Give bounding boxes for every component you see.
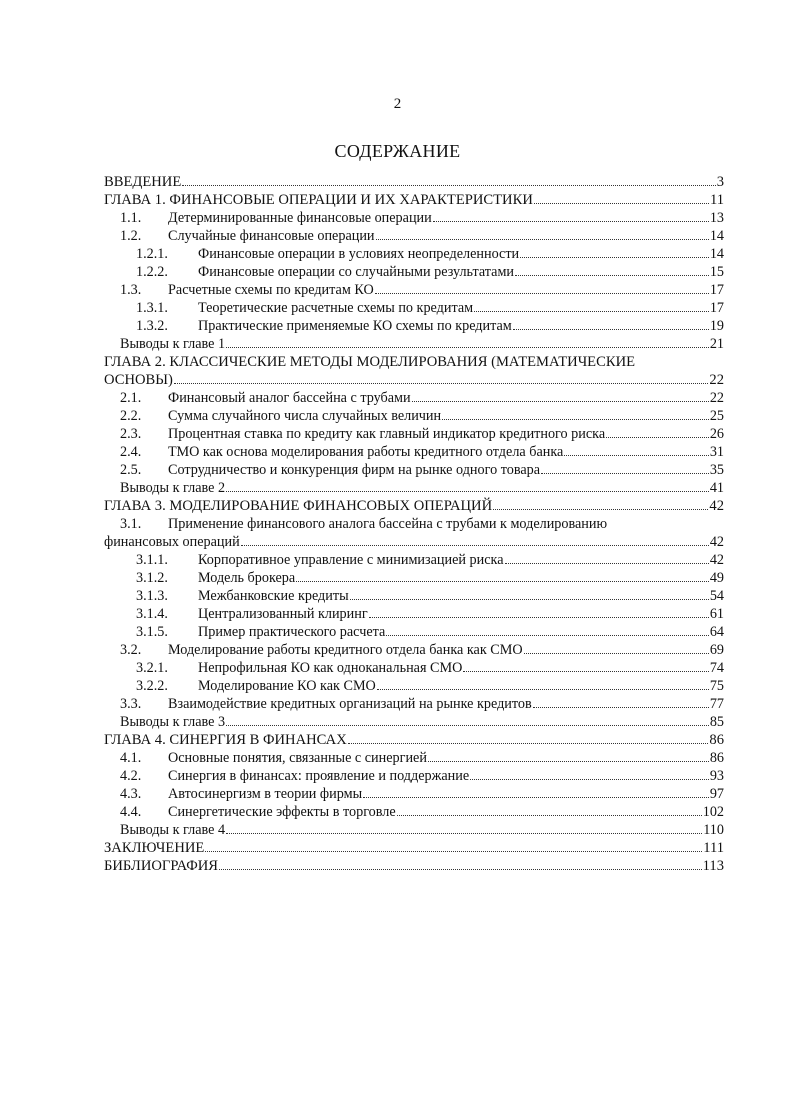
toc-entry-title: Синергия в финансах: проявление и поддержание — [168, 768, 470, 784]
toc-entry-title: БИБЛИОГРАФИЯ — [104, 858, 219, 874]
toc-dot-leader — [182, 173, 715, 186]
toc-entry[interactable] — [104, 245, 724, 263]
toc-dot-leader — [174, 371, 709, 384]
toc-entry-number: 3.1.3. — [136, 588, 168, 604]
toc-entry-title: Выводы к главе 1 — [120, 336, 226, 352]
toc-entry-number: 1.3. — [120, 282, 142, 298]
toc-entry[interactable] — [104, 389, 724, 407]
toc-entry[interactable] — [104, 659, 724, 677]
toc-entry-title: Сумма случайного числа случайных величин — [168, 408, 442, 424]
toc-entry[interactable] — [104, 515, 724, 533]
toc-entry-title: Основные понятия, связанные с синергией — [168, 750, 427, 766]
toc-dot-leader — [541, 461, 709, 474]
toc-entry-title: Выводы к главе 3 — [120, 714, 226, 730]
toc-entry-page: 42 — [709, 534, 724, 550]
toc-entry[interactable] — [104, 713, 724, 731]
toc-entry[interactable] — [104, 479, 724, 497]
toc-entry-page: 35 — [709, 462, 724, 478]
toc-entry-title: Выводы к главе 2 — [120, 480, 226, 496]
toc-entry-title: Детерминированные финансовые операции — [168, 210, 432, 226]
toc-dot-leader — [533, 695, 709, 708]
toc-entry[interactable] — [104, 299, 724, 317]
toc-entry[interactable] — [104, 641, 724, 659]
toc-dot-leader — [505, 551, 709, 564]
toc-entry-title: Взаимодействие кредитных организаций на рынке кредитов — [168, 696, 532, 712]
toc-dot-leader — [474, 299, 709, 312]
toc-dot-leader — [241, 533, 709, 546]
toc-dot-leader — [397, 803, 702, 816]
toc-dot-leader — [226, 713, 709, 726]
toc-entry-page: 13 — [709, 210, 724, 226]
toc-entry-number: 2.2. — [120, 408, 142, 424]
toc-dot-leader — [348, 731, 709, 744]
toc-entry-title: ГЛАВА 2. КЛАССИЧЕСКИЕ МЕТОДЫ МОДЕЛИРОВАНИЯ (МАТЕМАТИЧЕСКИЕ — [104, 354, 636, 370]
toc-dot-leader — [369, 605, 709, 618]
toc-entry-page: 97 — [709, 786, 724, 802]
toc-entry-page: 14 — [709, 246, 724, 262]
toc-entry-number: 3.1.1. — [136, 552, 168, 568]
toc-entry[interactable] — [104, 209, 724, 227]
toc-entry-number: 3.2. — [120, 642, 142, 658]
toc-title: СОДЕРЖАНИЕ — [334, 141, 461, 161]
toc-entry[interactable] — [104, 407, 724, 425]
toc-entry-number: 3.3. — [120, 696, 142, 712]
toc-dot-leader — [226, 335, 709, 348]
toc-entry-page: 41 — [709, 480, 724, 496]
toc-entry-title: Расчетные схемы по кредитам КО — [168, 282, 374, 298]
toc-entry-page: 42 — [709, 552, 724, 568]
toc-entry-page: 111 — [703, 840, 724, 856]
toc-dot-leader — [219, 857, 702, 870]
toc-entry-title: ВВЕДЕНИЕ — [104, 174, 182, 190]
toc-entry-title: ГЛАВА 4. СИНЕРГИЯ В ФИНАНСАХ — [104, 732, 347, 748]
toc-entry-number: 1.2. — [120, 228, 142, 244]
toc-entry-number: 3.2.2. — [136, 678, 168, 694]
toc-dot-leader — [433, 209, 709, 222]
toc-entry[interactable] — [104, 839, 724, 857]
toc-entry-title: Процентная ставка по кредиту как главный индикатор кредитного риска — [168, 426, 606, 442]
toc-entry-number: 3.1.4. — [136, 606, 168, 622]
toc-entry-title: Сотрудничество и конкуренция фирм на рынке одного товара — [168, 462, 541, 478]
toc-entry-page: 54 — [709, 588, 724, 604]
toc-entry-page: 19 — [709, 318, 724, 334]
toc-dot-leader — [386, 623, 709, 636]
toc-entry-page: 93 — [709, 768, 724, 784]
toc-entry-title: ЗАКЛЮЧЕНИЕ — [104, 840, 205, 856]
toc-entry-page: 86 — [709, 732, 724, 748]
toc-entry[interactable] — [104, 821, 724, 839]
toc-dot-leader — [513, 317, 709, 330]
toc-entry-number: 1.2.2. — [136, 264, 168, 280]
toc-entry[interactable] — [104, 335, 724, 353]
toc-dot-leader — [524, 641, 709, 654]
toc-entry[interactable] — [104, 569, 724, 587]
toc-dot-leader — [376, 227, 709, 240]
toc-dot-leader — [493, 497, 708, 510]
toc-entry[interactable] — [104, 785, 724, 803]
toc-entry-continuation[interactable] — [104, 371, 724, 389]
toc-entry[interactable] — [104, 281, 724, 299]
toc-entry[interactable] — [104, 227, 724, 245]
toc-entry-number: 1.1. — [120, 210, 142, 226]
toc-entry-title: Корпоративное управление с минимизацией риска — [198, 552, 504, 568]
toc-dot-leader — [226, 479, 709, 492]
toc-entry[interactable] — [104, 731, 724, 749]
toc-entry-number: 2.3. — [120, 426, 142, 442]
toc-entry-page: 3 — [716, 174, 724, 190]
toc-entry-page: 11 — [709, 192, 724, 208]
toc-entry[interactable] — [104, 623, 724, 641]
toc-entry[interactable] — [104, 263, 724, 281]
toc-entry-page: 31 — [709, 444, 724, 460]
toc-entry[interactable] — [104, 443, 724, 461]
toc-entry-page: 17 — [709, 300, 724, 316]
toc-dot-leader — [412, 389, 709, 402]
toc-entry[interactable] — [104, 749, 724, 767]
toc-entry-title: Случайные финансовые операции — [168, 228, 375, 244]
toc-entry-title: Моделирование КО как СМО — [198, 678, 376, 694]
toc-entry[interactable] — [104, 425, 724, 443]
toc-entry-number: 3.1. — [120, 516, 142, 532]
toc-dot-leader — [564, 443, 708, 456]
toc-entry-title: ГЛАВА 3. МОДЕЛИРОВАНИЕ ФИНАНСОВЫХ ОПЕРАЦИЙ — [104, 498, 493, 514]
toc-entry-page: 49 — [709, 570, 724, 586]
toc-entry-continuation[interactable] — [104, 533, 724, 551]
toc-entry-page: 15 — [709, 264, 724, 280]
page-number: 2 — [393, 96, 402, 112]
toc-entry-page: 21 — [709, 336, 724, 352]
toc-entry-page: 22 — [709, 372, 724, 388]
toc-entry-page: 113 — [702, 858, 724, 874]
table-of-contents — [104, 173, 724, 875]
toc-entry-page: 74 — [709, 660, 724, 676]
toc-entry-title: Пример практического расчета — [198, 624, 386, 640]
toc-entry[interactable] — [104, 605, 724, 623]
toc-entry-page: 110 — [703, 822, 724, 838]
toc-entry-title-continuation: ОСНОВЫ) — [104, 372, 173, 388]
toc-entry-title: Синергетические эффекты в торговле — [168, 804, 396, 820]
toc-dot-leader — [205, 839, 702, 852]
toc-entry[interactable] — [104, 767, 724, 785]
toc-entry[interactable] — [104, 587, 724, 605]
toc-entry[interactable] — [104, 497, 724, 515]
toc-entry-page: 77 — [709, 696, 724, 712]
toc-entry[interactable] — [104, 695, 724, 713]
toc-entry-title: Автосинергизм в теории фирмы — [168, 786, 363, 802]
toc-dot-leader — [520, 245, 709, 258]
toc-dot-leader — [296, 569, 709, 582]
toc-entry-number: 4.2. — [120, 768, 142, 784]
toc-entry[interactable] — [104, 803, 724, 821]
toc-entry-page: 86 — [709, 750, 724, 766]
toc-entry[interactable] — [104, 857, 724, 875]
toc-entry-title: Финансовые операции со случайными результатами — [198, 264, 515, 280]
toc-entry[interactable] — [104, 677, 724, 695]
toc-entry-number: 2.1. — [120, 390, 142, 406]
toc-dot-leader — [463, 659, 708, 672]
toc-dot-leader — [375, 281, 709, 294]
toc-entry-number: 3.1.2. — [136, 570, 168, 586]
toc-entry-page: 75 — [709, 678, 724, 694]
toc-entry-number: 4.3. — [120, 786, 142, 802]
toc-dot-leader — [350, 587, 709, 600]
toc-entry-page: 64 — [709, 624, 724, 640]
toc-entry-title: Выводы к главе 4 — [120, 822, 226, 838]
toc-entry-number: 1.2.1. — [136, 246, 168, 262]
toc-entry[interactable] — [104, 551, 724, 569]
toc-entry-page: 26 — [709, 426, 724, 442]
toc-entry-page: 61 — [709, 606, 724, 622]
toc-entry-title: ТМО как основа моделирования работы кредитного отдела банка — [168, 444, 564, 460]
toc-dot-leader — [606, 425, 709, 438]
toc-entry-number: 2.4. — [120, 444, 142, 460]
toc-entry-title: Финансовый аналог бассейна с трубами — [168, 390, 411, 406]
toc-entry-title: Централизованный клиринг — [198, 606, 368, 622]
toc-dot-leader — [226, 821, 702, 834]
toc-entry-title: Практические применяемые КО схемы по кредитам — [198, 318, 512, 334]
toc-dot-leader — [428, 749, 709, 762]
toc-entry-number: 2.5. — [120, 462, 142, 478]
toc-dot-leader — [534, 191, 709, 204]
toc-entry[interactable] — [104, 173, 724, 191]
toc-entry[interactable] — [104, 461, 724, 479]
toc-dot-leader — [470, 767, 709, 780]
toc-entry-title: Применение финансового аналога бассейна с трубами к моделированию — [168, 516, 608, 532]
toc-entry-title: Финансовые операции в условиях неопределенности — [198, 246, 520, 262]
toc-entry[interactable] — [104, 353, 724, 371]
toc-entry-page: 22 — [709, 390, 724, 406]
toc-entry-title: Теоретические расчетные схемы по кредитам — [198, 300, 474, 316]
toc-entry-page: 102 — [702, 804, 724, 820]
toc-entry-title: Моделирование работы кредитного отдела банка как СМО — [168, 642, 523, 658]
toc-entry[interactable] — [104, 317, 724, 335]
toc-entry-title-continuation: финансовых операций — [104, 534, 240, 550]
toc-entry-number: 3.1.5. — [136, 624, 168, 640]
toc-entry-page: 42 — [709, 498, 724, 514]
toc-entry-title: ГЛАВА 1. ФИНАНСОВЫЕ ОПЕРАЦИИ И ИХ ХАРАКТЕРИСТИКИ — [104, 192, 533, 208]
toc-entry-title: Непрофильная КО как одноканальная СМО — [198, 660, 463, 676]
toc-dot-leader — [442, 407, 709, 420]
toc-dot-leader — [515, 263, 709, 276]
toc-entry-number: 4.1. — [120, 750, 142, 766]
toc-entry-title: Межбанковские кредиты — [198, 588, 349, 604]
toc-entry-page: 85 — [709, 714, 724, 730]
toc-dot-leader — [377, 677, 709, 690]
toc-entry-title: Модель брокера — [198, 570, 296, 586]
toc-dot-leader — [363, 785, 709, 798]
toc-entry-number: 4.4. — [120, 804, 142, 820]
toc-entry-page: 17 — [709, 282, 724, 298]
toc-entry-page: 69 — [709, 642, 724, 658]
toc-entry-page: 14 — [709, 228, 724, 244]
toc-entry[interactable] — [104, 191, 724, 209]
toc-entry-number: 3.2.1. — [136, 660, 168, 676]
toc-entry-number: 1.3.1. — [136, 300, 168, 316]
toc-entry-number: 1.3.2. — [136, 318, 168, 334]
toc-entry-page: 25 — [709, 408, 724, 424]
